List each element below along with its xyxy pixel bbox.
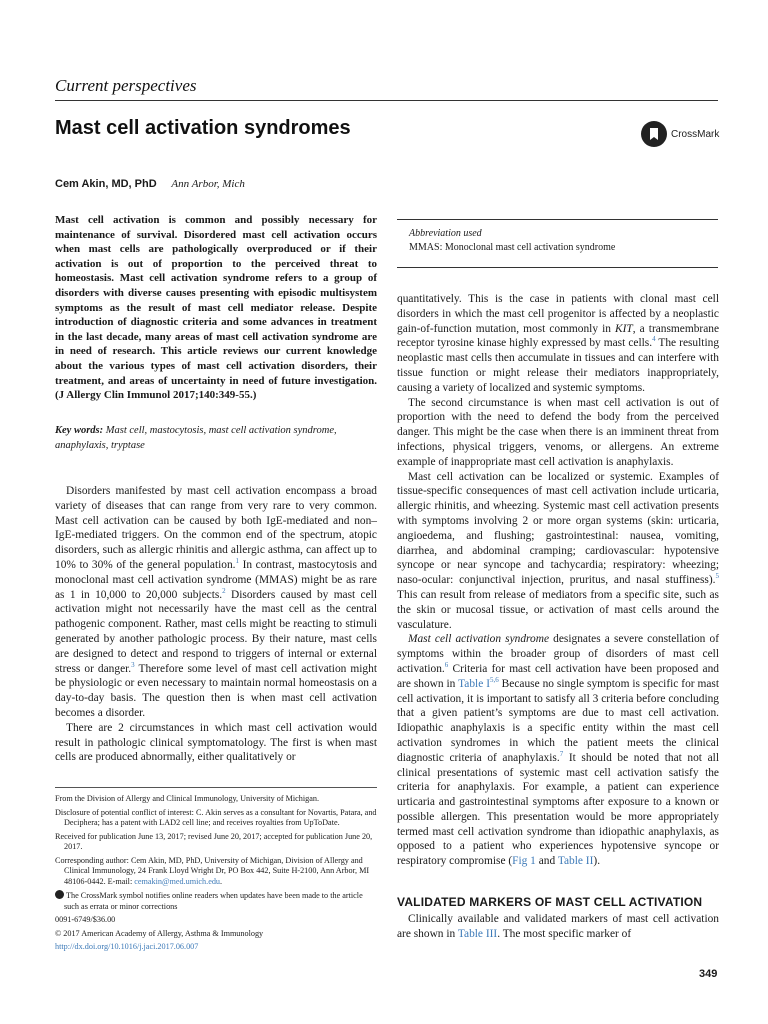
footnote: Received for publication June 13, 2017; revised June 20, 2017; accepted for publication June 20, 2017.: [55, 831, 373, 851]
table-link[interactable]: Table II: [557, 855, 594, 868]
abstract: Mast cell activation is common and possibly necessary for maintenance of survival. Disordered mast cell activation occurs when mast cells are pathologically overproduced or if their activation is out of proportion to the perceived threat to homeostasis. Mast cell activation syndrome refers to a group of disorders with diverse causes presenting with episodic multisystem symptoms as the result of mast cell mediator release. Despite introduction of diagnostic criteria and some advances in treatment in the last decade, many areas of mast cell activation syndrome are in need of research. This article reviews our current knowledge about the various types of mast cell activation disorders, their treatment, and areas of uncertainty in need of future investigation. (J Allergy Clin Immunol 2017;140:349-55.): [55, 214, 377, 402]
keywords-text: Mast cell, mastocytosis, mast cell activation syndrome, anaphylaxis, tryptase: [55, 425, 337, 451]
keywords: [55, 424, 377, 453]
abbreviation-title: Abbreviation used: [409, 228, 482, 239]
citation-link[interactable]: 5: [715, 572, 719, 581]
table-link[interactable]: Table III: [457, 927, 498, 940]
footnote: Disclosure of potential conflict of interest: C. Akin serves as a consultant for Novartis, Patara, and Deciphera; has a patent with LAD2 cell line; and receives royalties from UpToDate.: [55, 807, 377, 827]
citation-link[interactable]: 2: [222, 586, 226, 595]
footnotes: [55, 794, 377, 956]
citation-link[interactable]: 7: [559, 749, 564, 758]
citation-link[interactable]: 6: [444, 661, 449, 670]
footnote: The CrossMark symbol notifies online readers when updates have been made to the article such as errata or minor corrections: [55, 890, 377, 912]
abbreviation-box: [397, 219, 718, 268]
section-label: Current perspectives: [55, 76, 197, 95]
right-column: [397, 292, 719, 942]
crossmark-icon: [641, 121, 667, 147]
table-link[interactable]: Table I: [458, 677, 490, 690]
keywords-label: Key words:: [55, 425, 104, 436]
body-paragraph: quantitatively. This is the case in patients with clonal mast cell disorders in which the mast cell progenitor is affected by a neoplastic gain-of-function mutation, most commonly in KIT, a transmembrane receptor tyrosine kinase highly expressed by mast cells.$^4$ The resulting neoplastic mast cells then accumulate in tissues and can interfere with tissue function or might release their mediators inappropriately, causing a variety of localized and systemic symptoms.: [397, 293, 720, 394]
abbreviation-item: MMAS: Monoclonal mast cell activation syndrome: [409, 242, 616, 253]
crossmark-label: CrossMark: [671, 128, 720, 140]
citation-link[interactable]: 1: [235, 557, 240, 566]
crossmark-icon: [55, 890, 64, 899]
author-line: [55, 178, 245, 190]
citation-link[interactable]: 3: [131, 660, 135, 669]
figure-link[interactable]: Fig 1: [512, 855, 536, 868]
article-title: Mast cell activation syndromes: [55, 117, 351, 139]
citation-link[interactable]: 4: [652, 335, 656, 344]
crossmark-badge[interactable]: [641, 121, 719, 147]
header-rule: [55, 100, 718, 101]
email-link[interactable]: cemakin@med.umich.edu: [134, 876, 221, 886]
footnote: 0091-6749/$36.00: [55, 915, 116, 924]
footnote: Corresponding author: Cem Akin, MD, PhD, University of Michigan, Division of Allergy and Clinical Immunology, 24 Frank Lloyd Wright Dr, PO Box 442, Suite H-2100, Ann Arbor, MI 48106-0442. E-mail: cemakin@med.umich.edu.: [55, 855, 370, 886]
footnote: © 2017 American Academy of Allergy, Asthma & Immunology: [55, 928, 264, 938]
citation-link[interactable]: 5,6: [490, 675, 499, 684]
section-heading: VALIDATED MARKERS OF MAST CELL ACTIVATION: [397, 895, 703, 910]
body-paragraph: There are 2 circumstances in which mast cell activation would result in pathologic clinical symptomatology. The first is when mast cells are produced abnormally, either qualitatively or: [55, 721, 377, 764]
author-affiliation: Ann Arbor, Mich: [171, 178, 245, 190]
body-paragraph: Mast cell activation can be localized or systemic. Examples of tissue-specific consequences of mast cell activation include urticaria, allergic rhinitis, and wheezing. Systemic mast cell activation presents with symptoms involving 2 or more organ systems (skin: urticaria, angioedema, and flushing; gastrointestinal: nausea, vomiting, diarrhea, and abdominal cramping; cardiovascular: hypotensive syncope or near syncope and tachycardia; respiratory: wheezing; naso-ocular: conjunctival injection, pruritus, and nasal stuffiness).$^5$ This can result from release of mediators from a specific site, such as the skin or mucosal tissue, or activation of mast cells around the vasculature.: [397, 470, 719, 631]
author-name: Cem Akin, MD, PhD: [55, 178, 157, 190]
footnote: From the Division of Allergy and Clinical Immunology, University of Michigan.: [55, 794, 320, 803]
body-paragraph: Clinically available and validated markers of mast cell activation are shown in Table III. The most specific marker of: [397, 913, 719, 940]
left-column: [55, 484, 377, 765]
body-paragraph: Disorders manifested by mast cell activation encompass a broad variety of diseases that can range from very rare to very common. Mast cell activation can be caused by both IgE-mediated and non–IgE-mediated triggers. On the common end of the spectrum, atopic disorders, such as allergic rhinitis and allergic asthma, can affect up to 10% to 30% of the general population.$^1$ In contrast, mastocytosis and monoclonal mast cell activation syndrome (MMAS) might be as rare as 1 in 10,000 to 20,000 subjects.$^2$ Disorders caused by mast cell activation might not necessarily have the mast cell as the central pathogenic component. Rather, mast cells might be reacting to stimuli generated by another pathologic process. By their nature, mast cells are designed to detect and respond to triggers of internal or external stress or danger.$^3$ Therefore some level of mast cell activation might be physiologic or even necessary to maintain normal homeostasis on a day-to-day basis. The question then is when mast cell activation becomes a disorder.: [55, 485, 377, 719]
footnote-rule: [55, 787, 377, 788]
doi-link[interactable]: http://dx.doi.org/10.1016/j.jaci.2017.06.007: [55, 942, 199, 951]
page-number: 349: [699, 968, 718, 980]
body-paragraph: Mast cell activation syndrome designates a severe constellation of symptoms within the broader group of disorders of mast cell activation.$^6$ Criteria for mast cell activation have been proposed and are shown in Table I$^{5,6}$ Because no single symptom is specific for mast cell activation, it is important to satisfy all 3 criteria before concluding that a given patient’s symptoms are due to mast cell activation. Idiopathic anaphylaxis is a specific entity within the mast cell activation syndromes in which the patient meets the clinical diagnostic criteria of anaphylaxis.$^7$ It should be noted that not all clinical presentations of systemic mast cell activation satisfy the criteria for anaphylaxis. For example, a patient can experience urticaria and gastrointestinal symptoms after exposure to a known or possible allergen. This presentation would be more appropriately termed mast cell activation syndrome than idiopathic anaphylaxis, as opposed to a patient who experiences hypotensive syncope or respiratory compromise (Fig 1 and Table II).: [397, 633, 720, 868]
body-paragraph: The second circumstance is when mast cell activation is out of proportion with the need to defend the body from the perceived danger. This might be the case when there is an imminent threat from infections, physical triggers, venoms, or allergens. An extreme example of inappropriate mast cell activation is anaphylaxis.: [397, 396, 719, 468]
